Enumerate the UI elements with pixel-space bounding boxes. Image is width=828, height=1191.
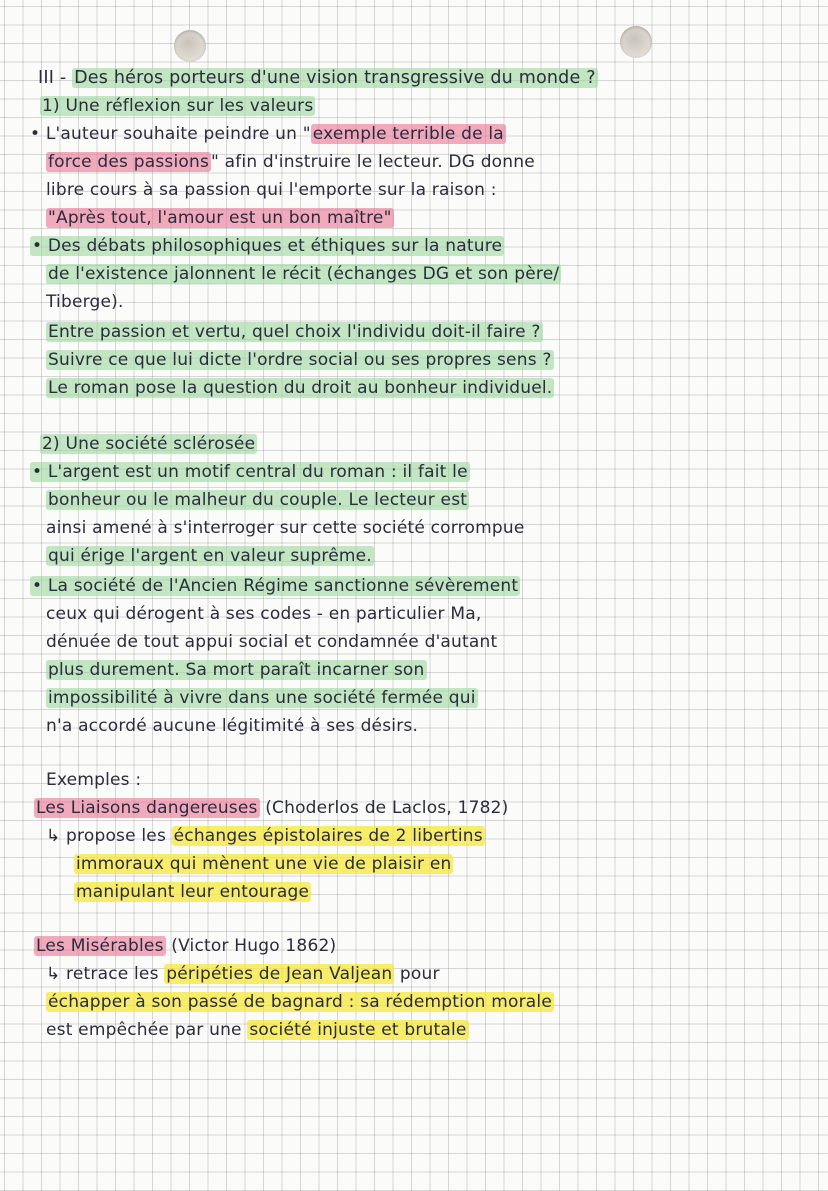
s2-b2-line1: • La société de l'Ancien Régime sanctionne sévèrement: [32, 576, 519, 596]
s1-question-2: Suivre ce que lui dicte l'ordre social ou ses propres sens ?: [48, 350, 552, 370]
punch-hole-right: [620, 26, 652, 58]
section-title: [38, 66, 598, 90]
section-2-heading: 2) Une société sclérosée: [42, 434, 256, 454]
title-prefix: III -: [38, 68, 73, 88]
examples-heading: Exemples :: [46, 770, 142, 790]
example-2-title: Les Misérables (Victor Hugo 1862): [36, 936, 337, 956]
s2-b1-line3: ainsi amené à s'interroger sur cette société corrompue: [46, 518, 525, 538]
s1-conclusion: Le roman pose la question du droit au bonheur individuel.: [48, 378, 553, 398]
example-2-line2: échapper à son passé de bagnard : sa rédemption morale: [48, 992, 553, 1012]
s2-b1-line2: bonheur ou le malheur du couple. Le lecteur est: [48, 490, 468, 510]
s1-b2-line3: Tiberge).: [46, 292, 124, 312]
s1-b1-quote: "Après tout, l'amour est un bon maître": [48, 208, 392, 228]
s1-b1-line1: • L'auteur souhaite peindre un " exemple terrible de la: [30, 124, 504, 144]
example-1-line3: manipulant leur entourage: [76, 882, 310, 902]
s2-b2-line4: plus durement. Sa mort paraît incarner son: [48, 660, 425, 680]
s1-b2-line1: • Des débats philosophiques et éthiques sur la nature: [32, 236, 503, 256]
title-text: Des héros porteurs d'une vision transgressive du monde ?: [74, 68, 596, 88]
s2-b1-line4: qui érige l'argent en valeur suprême.: [48, 546, 372, 566]
s2-b2-line6: n'a accordé aucune légitimité à ses désirs.: [46, 716, 419, 736]
s1-question-1: Entre passion et vertu, quel choix l'individu doit-il faire ?: [48, 322, 541, 342]
s1-b1-line3: libre cours à sa passion qui l'emporte sur la raison :: [46, 180, 497, 200]
section-1-heading: 1) Une réflexion sur les valeurs: [42, 96, 314, 116]
s2-b2-line2: ceux qui dérogent à ses codes - en particulier Ma,: [46, 604, 482, 624]
s2-b2-line3: dénuée de tout appui social et condamnée d'autant: [46, 632, 498, 652]
example-1-line1: ↳ propose les échanges épistolaires de 2 libertins: [46, 826, 483, 846]
s2-b2-line5: impossibilité à vivre dans une société fermée qui: [48, 688, 476, 708]
s2-b1-line1: • L'argent est un motif central du roman : il fait le: [32, 462, 468, 482]
example-2-line3: est empêchée par une société injuste et brutale: [46, 1020, 467, 1040]
example-1-title: Les Liaisons dangereuses (Choderlos de Laclos, 1782): [36, 798, 509, 818]
example-1-line2: immoraux qui mènent une vie de plaisir en: [76, 854, 452, 874]
s1-b2-line2: de l'existence jalonnent le récit (échanges DG et son père/: [48, 264, 560, 284]
s1-b1-line2: force des passions " afin d'instruire le lecteur. DG donne: [48, 152, 535, 172]
example-2-line1: ↳ retrace les péripéties de Jean Valjean pour: [46, 964, 440, 984]
punch-hole-left: [174, 30, 206, 62]
